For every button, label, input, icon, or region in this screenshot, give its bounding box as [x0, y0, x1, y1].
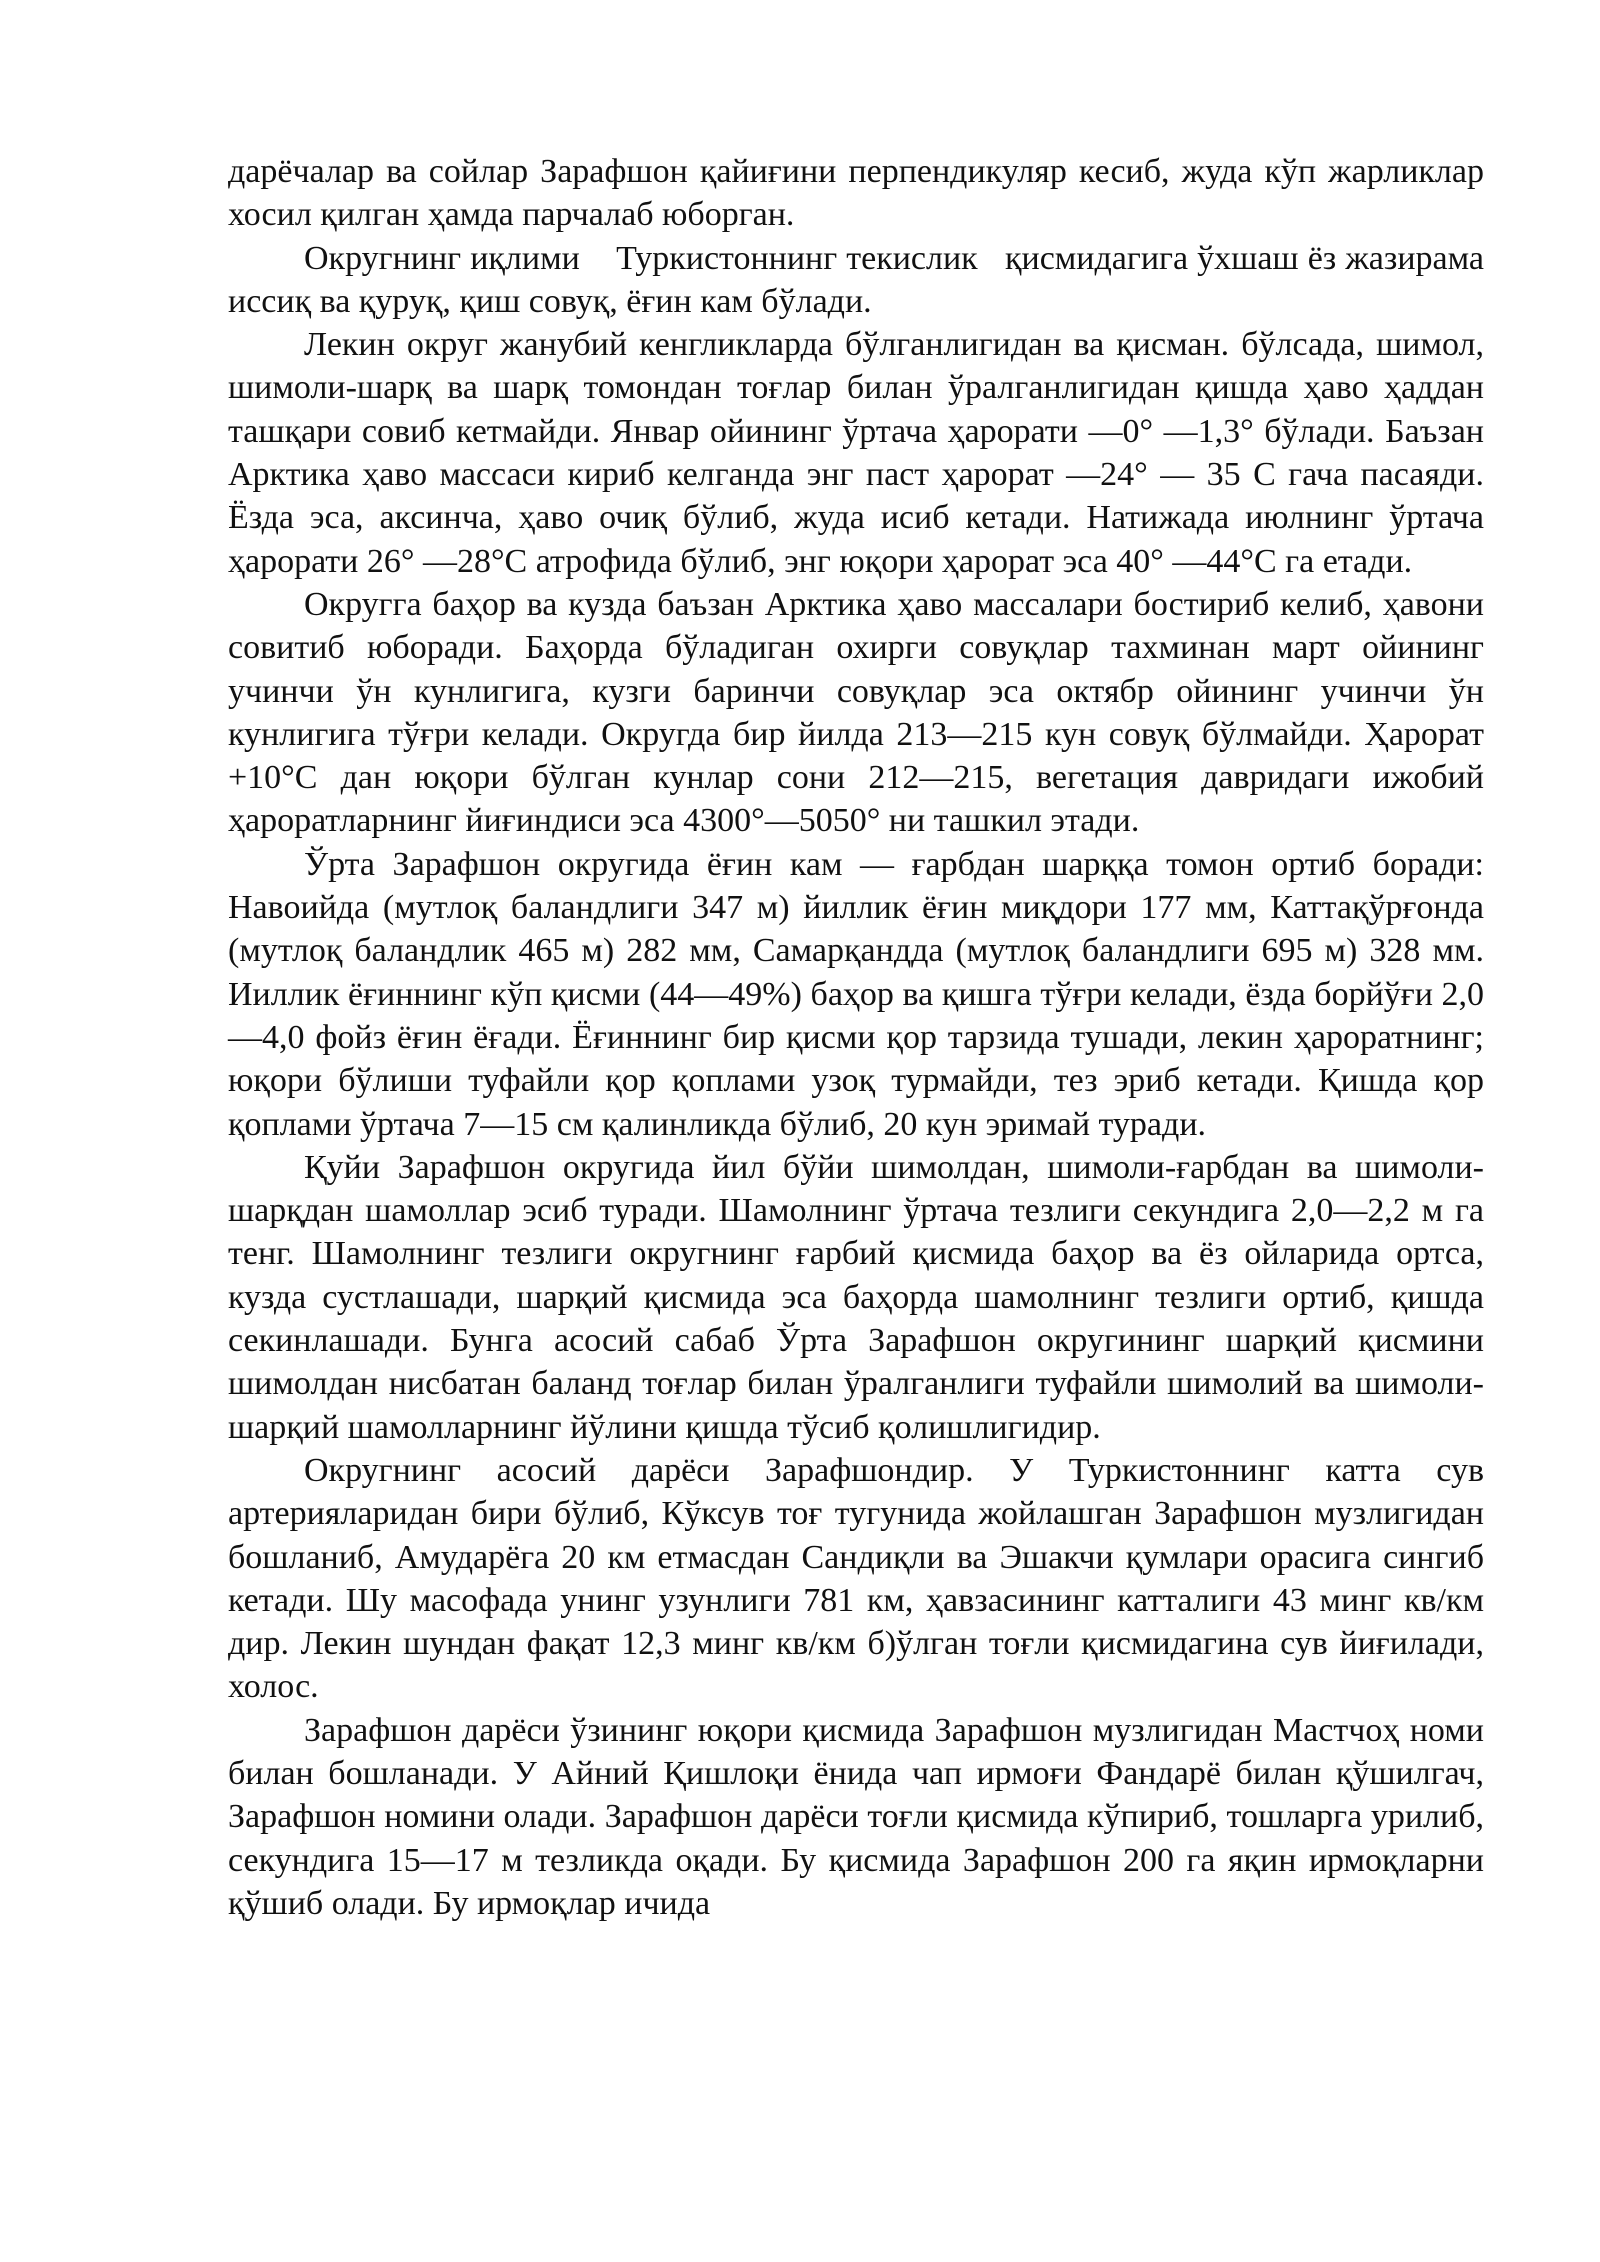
paragraph-1: дарёчалар ва сойлар Зарафшон қайиғини перпендикуляр кесиб, жуда кўп жарликлар хосил қилган ҳамда парчалаб юборган.	[228, 153, 1484, 234]
paragraph-6: Қуйи Зарафшон округида йил бўйи шимолдан, шимоли-ғарбдан ва шимоли-шарқдан шамоллар эсиб туради. Шамолнинг ўртача тезлиги секундига 2,0—2,2 м га тенг. Шамолнинг тезлиги округнинг ғарбий қисмида баҳор ва ёз ойларида ортса, кузда сустлашади, шарқий қисмида эса баҳорда шамолнинг тезлиги ортиб, қишда секинлашади. Бунга асосий сабаб Ўрта Зарафшон округининг шарқий қисмини шимолдан нисбатан баланд тоғлар билан ўралганлиги туфайли шимолий ва шимоли-шарқий шамолларнинг йўлини қишда тўсиб қолишлигидир.	[228, 1148, 1484, 1446]
paragraph-2: Округнинг иқлими Туркистоннинг текислик қисмидагига ўхшаш ёз жазирама иссиқ ва қуруқ, қиш совуқ, ёғин кам бўлади.	[228, 239, 1493, 320]
paragraph-8: Зарафшон дарёси ўзининг юқори қисмида Зарафшон музлигидан Мастчоҳ номи билан бошланади. У Айний Қишлоқи ёнида чап ирмоғи Фандарё билан қўшилгач, Зарафшон номини олади. Зарафшон дарёси тоғли қисмида кўпириб, тошларга урилиб, секундига 15—17 м тезликда оқади. Бу қисмида Зарафшон 200 га яқин ирмоқларни қўшиб олади. Бу ирмоқлар ичида	[228, 1711, 1484, 1922]
paragraph-5: Ўрта Зарафшон округида ёғин кам — ғарбдан шарққа томон ортиб боради: Навоийда (мутлоқ баландлиги 347 м) йиллик ёғин миқдори 177 мм, Каттақўрғонда (мутлоқ баландлик 465 м) 282 мм, Самарқандда (мутлоқ баландлиги 695 м) 328 мм. Ииллик ёғиннинг кўп қисми (44—49%) баҳор ва қишга тўғри келади, ёзда борйўғи 2,0—4,0 фойз ёғин ёғади. Ёғиннинг бир қисми қор тарзида тушади, лекин ҳароратнинг; юқори бўлиши туфайли қор қоплами узоқ турмайди, тез эриб кетади. Қишда қор қоплами ўртача 7—15 см қалинликда бўлиб, 20 кун эримай туради.	[228, 845, 1484, 1143]
document-page	[228, 150, 1493, 1925]
paragraph-3: Лекин округ жанубий кенгликларда бўлганлигидан ва қисман. бўлсада, шимол, шимоли-шарқ ва шарқ томондан тоғлар билан ўралганлигидан қишда ҳаво ҳаддан ташқари совиб кетмайди. Январ ойининг ўртача ҳарорати —0° —1,3° бўлади. Баъзан Арктика ҳаво массаси кириб келганда энг паст ҳарорат —24° — 35 С гача пасаяди. Ёзда эса, аксинча, ҳаво очиқ бўлиб, жуда исиб кетади. Натижада июлнинг ўртача ҳарорати 26° —28°С атрофида бўлиб, энг юқори ҳарорат эса 40° —44°С га етади.	[228, 326, 1484, 580]
paragraph-7: Округнинг асосий дарёси Зарафшондир. У Туркистоннинг катта сув артерияларидан бири бўлиб, Кўксув тоғ тугунида жойлашган Зарафшон музлигидан бошланиб, Амударёга 20 км етмасдан Сандиқли ва Эшакчи қумлари орасига сингиб кетади. Шу масофада унинг узунлиги 781 км, ҳавзасининг катталиги 43 минг кв/км дир. Лекин шундан фақат 12,3 минг кв/км б)ўлган тоғли қисмидагина сув йиғилади, холос.	[228, 1451, 1484, 1706]
paragraph-4: Округга баҳор ва кузда баъзан Арктика ҳаво массалари бостириб келиб, ҳавони совитиб юборади. Баҳорда бўладиган охирги совуқлар тахминан март ойининг учинчи ўн кунлигига, кузги баринчи совуқлар эса октябр ойининг учинчи ўн кунлигига тўғри келади. Округда бир йилда 213—215 кун совуқ бўлмайди. Ҳарорат +10°С дан юқори бўлган кунлар сони 212—215, вегетация давридаги ижобий ҳароратларнинг йиғиндиси эса 4300°—5050° ни ташкил этади.	[228, 585, 1484, 840]
